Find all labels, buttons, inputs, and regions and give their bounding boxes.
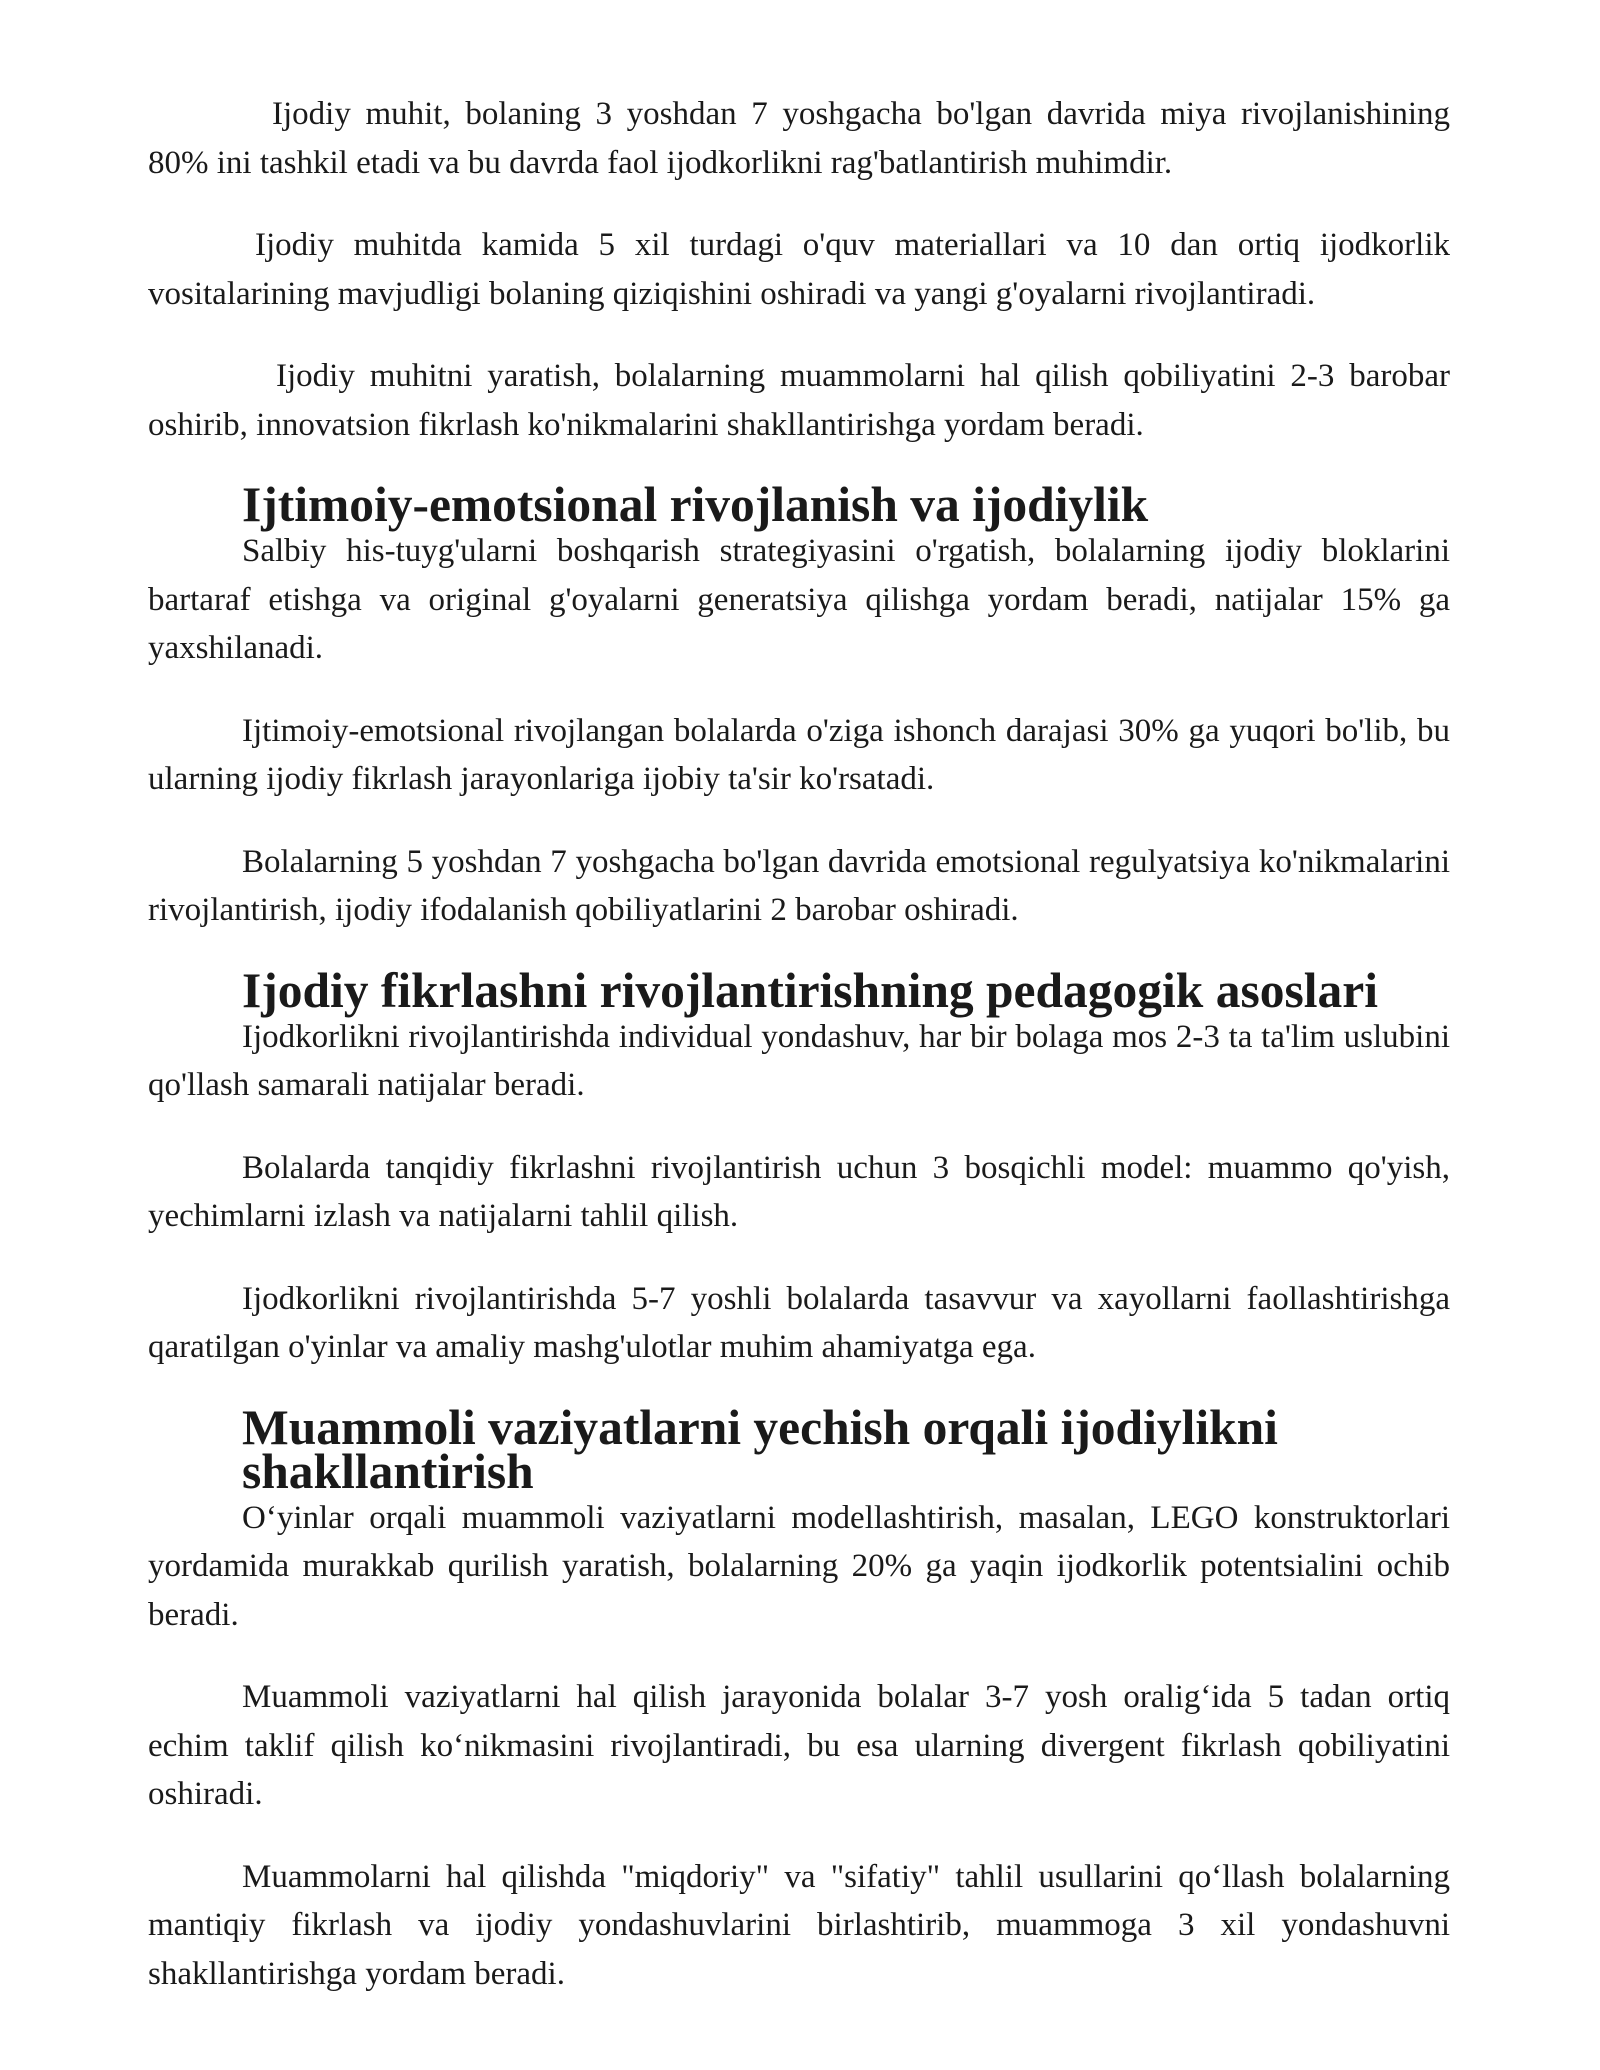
section-paragraph: Muammoli vaziyatlarni hal qilish jarayonida bolalar 3-7 yosh oralig‘ida 5 tadan ortiq echim taklif qilish ko‘nikmasini rivojlantiradi, bu esa ularning divergent fikrlash qobiliyatini oshiradi.	[148, 1679, 1450, 1812]
intro-paragraph: Ijodiy muhit, bolaning 3 yoshdan 7 yoshgacha bo'lgan davrida miya rivojlanishining 80% ini tashkil etadi va bu davrda faol ijodkorlikni rag'batlantirish muhimdir.	[148, 96, 1450, 181]
section-heading: Ijtimoiy-emotsional rivojlanish va ijodiylik	[242, 477, 1149, 532]
section-problem-solving	[148, 1399, 1450, 1999]
section-paragraph: Salbiy his-tuyg'ularni boshqarish strategiyasini o'rgatish, bolalarning ijodiy bloklarini bartaraf etishga va original g'oyalarni generatsiya qilishga yordam beradi, natijalar 15% ga yaxshilanadi.	[148, 533, 1450, 666]
section-heading: Muammoli vaziyatlarni yechish orqali ijodiylikni shakllantirish	[242, 1399, 1278, 1499]
section-paragraph: Bolalarning 5 yoshdan 7 yoshgacha bo'lgan davrida emotsional regulyatsiya ko'nikmalarini rivojlantirish, ijodiy ifodalanish qobiliyatlarini 2 barobar oshiradi.	[148, 843, 1450, 928]
intro-paragraph: Ijodiy muhitni yaratish, bolalarning muammolarni hal qilish qobiliyatini 2-3 barobar oshirib, innovatsion fikrlash ko'nikmalarini shakllantirishga yordam beradi.	[148, 358, 1450, 443]
section-paragraph: Bolalarda tanqidiy fikrlashni rivojlantirish uchun 3 bosqichli model: muammo qo'yish, yechimlarni izlash va natijalarni tahlil qilish.	[148, 1149, 1450, 1234]
section-paragraph: Muammolarni hal qilishda "miqdoriy" va "sifatiy" tahlil usullarini qo‘llash bolalarning mantiqiy fikrlash va ijodiy yondashuvlarini birlashtirib, muammoga 3 xil yondashuvni shakllantirishga yordam beradi.	[148, 1858, 1450, 1992]
section-heading: Ijodiy fikrlashni rivojlantirishning pedagogik asoslari	[242, 962, 1378, 1018]
intro-paragraph: Ijodiy muhitda kamida 5 xil turdagi o'quv materiallari va 10 dan ortiq ijodkorlik vositalarining mavjudligi bolaning qiziqishini oshiradi va yangi g'oyalarni rivojlantiradi.	[148, 227, 1450, 312]
section-pedagogical-foundations	[148, 962, 1450, 1372]
document-page	[148, 90, 1450, 2032]
section-paragraph: O‘yinlar orqali muammoli vaziyatlarni modellashtirish, masalan, LEGO konstruktorlari yordamida murakkab qurilish yaratish, bolalarning 20% ga yaqin ijodkorlik potentsialini ochib beradi.	[148, 1499, 1450, 1633]
section-paragraph: Ijodkorlikni rivojlantirishda 5-7 yoshli bolalarda tasavvur va xayollarni faollashtirishga qaratilgan o'yinlar va amaliy mashg'ulotlar muhim ahamiyatga ega.	[148, 1280, 1450, 1365]
section-paragraph: Ijtimoiy-emotsional rivojlangan bolalarda o'ziga ishonch darajasi 30% ga yuqori bo'lib, bu ularning ijodiy fikrlash jarayonlariga ijobiy ta'sir ko'rsatadi.	[148, 712, 1450, 797]
section-social-emotional	[148, 477, 1450, 935]
section-paragraph: Ijodkorlikni rivojlantirishda individual yondashuv, har bir bolaga mos 2-3 ta ta'lim uslubini qo'llash samarali natijalar beradi.	[148, 1018, 1450, 1103]
